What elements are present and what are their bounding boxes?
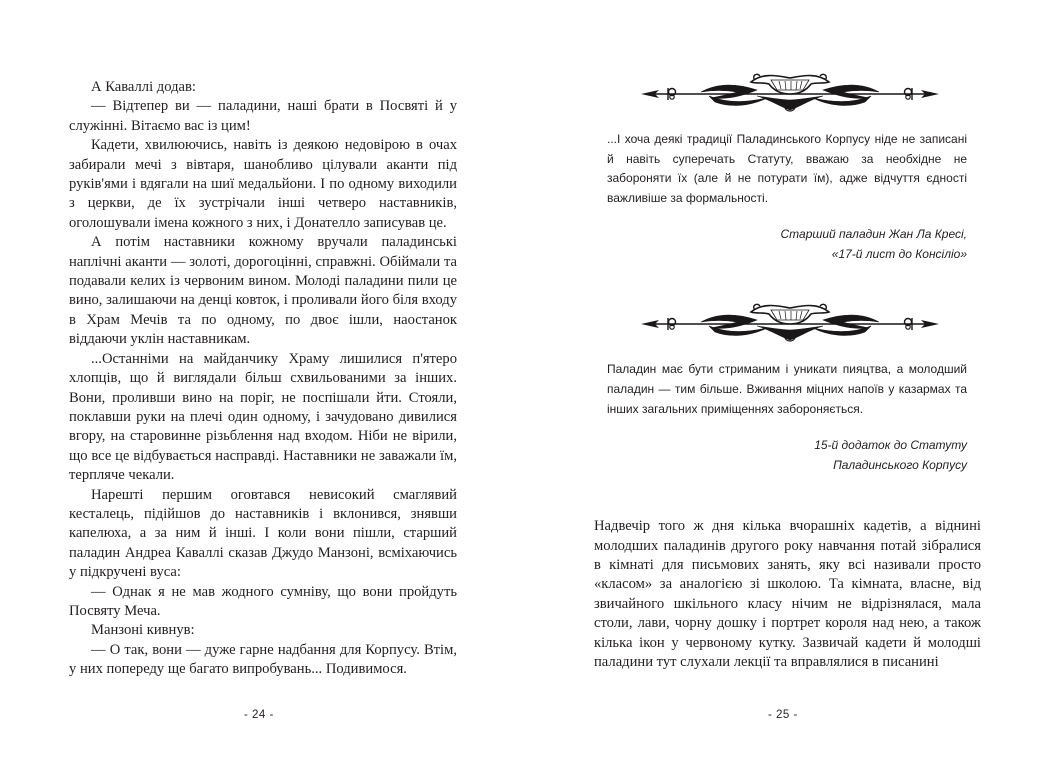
epigraph-attribution <box>607 435 967 475</box>
epigraph-attribution <box>607 224 967 264</box>
epigraph-text: ...І хоча деякі традиції Паладинського Корпусу ніде не записані й навіть суперечать Статуту, вважаю за необхідне не забороняти їх (але й не потурати їм), адже відчуття єдності важливіше за формальності. <box>607 132 967 205</box>
paragraph: Надвечір того ж дня кілька вчорашніх кадетів, а віднині молодших паладинів другого року навчання потай зібралися в кімнаті для письмових занять, яку всі називали просто «класом» за аналогією зі школою. Та кімната, власне, від звичайного шкільного класу нічим не відрізнялася, мала столи, лави, чорну дошку і портрет короля над нею, а також кілька ікон у червоному кутку. Зазвичай кадети й молодші паладини тут слухали лекції та вправлялися в писанині <box>594 518 981 670</box>
paragraph: Нарешті першим оговтався невисокий смаглявий кесталець, підійшов до наставників і вклонився, знявши капелюха, а за ним й інші. І коли вони пішли, старший паладин Андреа Каваллі сказав Джудо Манзоні, всміхаючись у підкручені вуса: <box>69 486 457 581</box>
right-page-body-text <box>594 517 981 672</box>
paragraph: А потім наставники кожному вручали паладинські наплічні аканти — золоті, дорогоцінні, справжні. Обіймали та подавали келих із червоним вином. Молоді паладини пили це вино, залишаючи на денці ковток, і проливали його біля входу в Храм Мечів та по одному, по двоє ішли, наостанок віддаючи уклін наставникам. <box>69 234 457 348</box>
epigraph-jean-la-cressy <box>607 130 967 264</box>
paragraph: ...Останніми на майданчику Храму лишилися п'ятеро хлопців, що й виглядали більш схвильованими за інших. Вони, проливши вино на поріг, не поспішали йти. Стояли, поклавши руки на плечі один одному, і зачудовано дивилися вгору, на старовинне різьблення над входом. Ніби не вірили, що все це відбувається насправді. Наставники не заважали їм, терпляче чекали. <box>69 350 457 484</box>
page-number-right: - 25 - <box>768 709 798 721</box>
attribution-line: Старший паладин Жан Ла Кресі, <box>780 227 967 242</box>
epigraph-statute-addendum <box>607 360 967 475</box>
paragraph: — Однак я не мав жодного сумніву, що вони пройдуть Посвяту Меча. <box>69 583 457 619</box>
attribution-line: «17-й лист до Консіліо» <box>831 247 967 262</box>
paragraph: — Відтепер ви — паладини, наші брати в Посвяті й у служінні. Вітаємо вас із цим! <box>69 98 457 134</box>
ornament-divider-icon <box>639 70 941 114</box>
left-page-body-text <box>69 78 457 680</box>
ornament-divider-icon <box>639 300 941 344</box>
paragraph: Манзоні кивнув: <box>91 622 195 639</box>
paragraph: Кадети, хвилюючись, навіть із деякою недовірою в очах забирали мечі з вівтаря, шанобливо цілували аканти під руків'ями і вдягали на шиї медальйони. І по одному виходили з церкви, де їх зустрічали інші четверо наставників, оголошували імена кожного з них, і Донателло записував це. <box>69 137 457 231</box>
epigraph-text: Паладин має бути стриманим і уникати пияцтва, а молодший паладин — тим більше. Вживання міцних напоїв у казармах та інших загальних приміщеннях забороняється. <box>607 362 967 416</box>
right-page <box>525 0 1050 761</box>
page-number-left: - 24 - <box>244 709 274 721</box>
attribution-line: Паладинського Корпусу <box>833 458 967 473</box>
paragraph: — О так, вони — дуже гарне надбання для Корпусу. Втім, у них попереду ще багато випробувань... Подивимося. <box>69 641 457 678</box>
right-page-content <box>594 70 981 672</box>
attribution-line: 15-й додаток до Статуту <box>814 438 967 453</box>
paragraph: А Каваллі додав: <box>91 79 196 95</box>
